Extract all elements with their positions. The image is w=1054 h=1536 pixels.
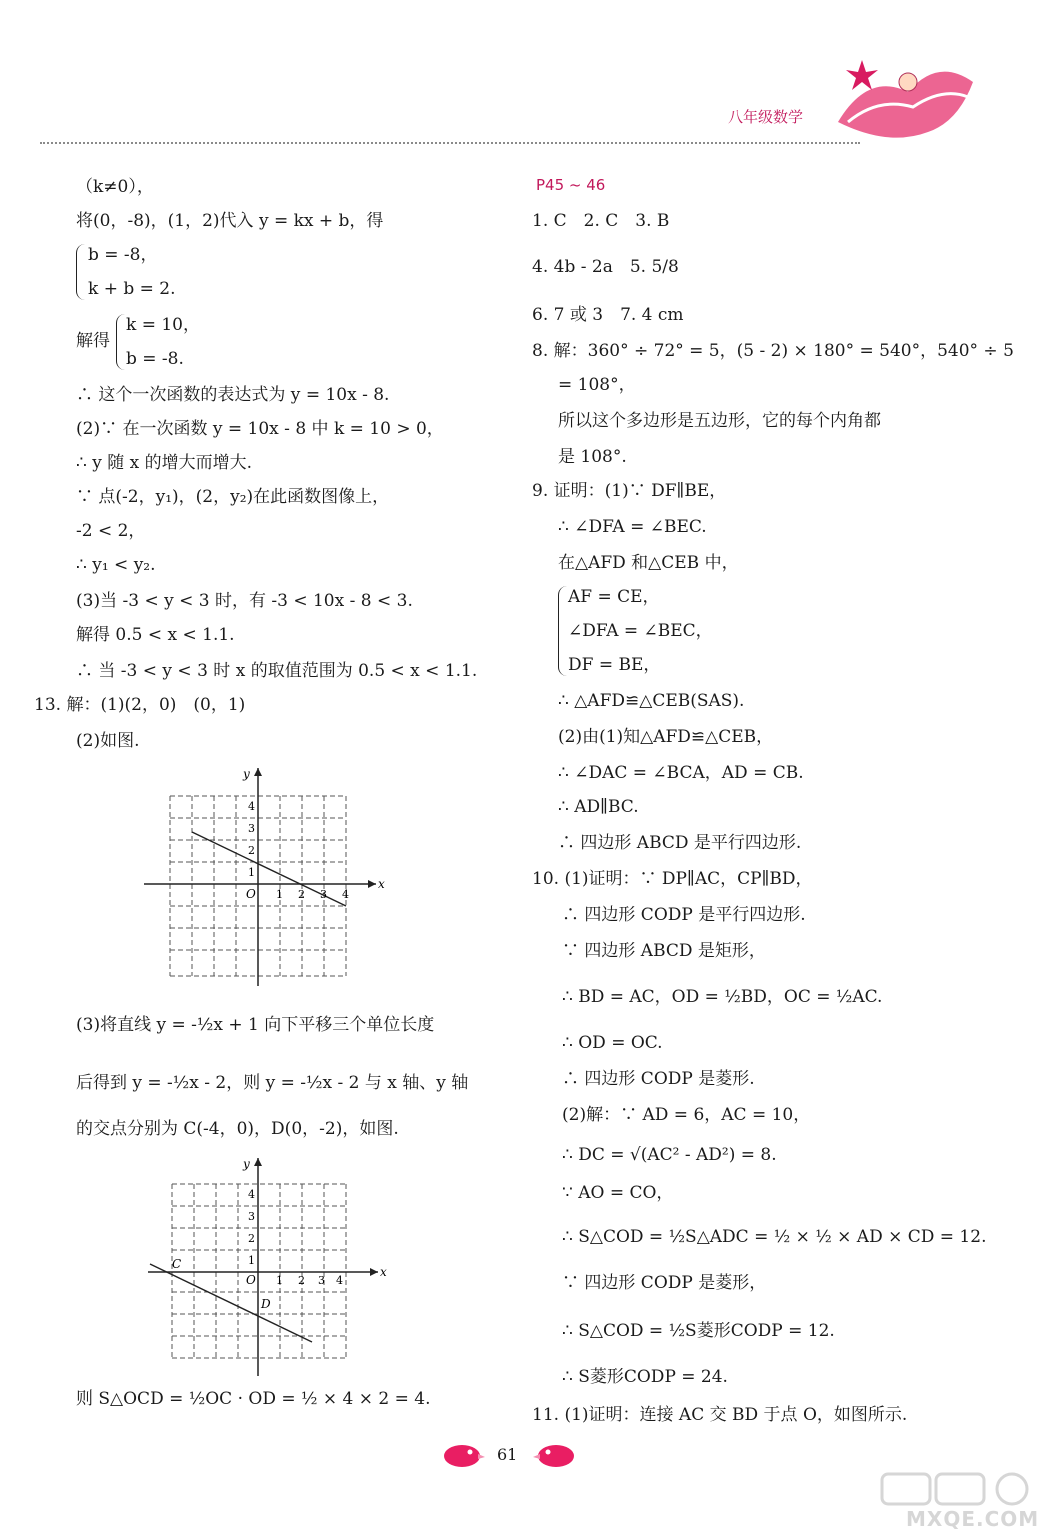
answer-line: ∴ S△COD = ½S△ADC = ½ × ½ × AD × CD = 12. xyxy=(562,1227,987,1247)
equation-brace xyxy=(76,244,85,300)
answer-line: 将(0，-8)，(1，2)代入 y = kx + b，得 xyxy=(76,211,384,231)
header-divider xyxy=(40,142,860,144)
equation-line: k + b = 2. xyxy=(88,279,176,299)
equation-line: k = 10， xyxy=(126,315,200,335)
answer-line: ∴ ∠DFA = ∠BEC. xyxy=(558,517,707,537)
y-axis-label: y xyxy=(243,767,250,781)
answer-line: (2)如图. xyxy=(76,731,140,751)
dashed-grid xyxy=(172,1184,346,1358)
answer-line: ∵ AO = CO， xyxy=(562,1183,674,1203)
page-number: 61 xyxy=(497,1445,518,1464)
answer-line: 6. 7 或 3 7. 4 cm xyxy=(532,305,684,325)
answer-line: ∴ 这个一次函数的表达式为 y = 10x - 8. xyxy=(76,385,390,405)
answer-line: = 108°， xyxy=(558,375,636,395)
x-axis-arrow-icon xyxy=(368,880,376,888)
y-tick-label: 1 xyxy=(248,866,255,879)
line-y-neg-half-x-minus-2 xyxy=(150,1264,312,1342)
x-tick-label: 1 xyxy=(276,888,283,901)
y-axis-arrow-icon xyxy=(254,768,262,776)
answer-line: ∴ y 随 x 的增大而增大. xyxy=(76,453,253,473)
answer-line: 8. 解：360° ÷ 72° = 5，(5 - 2) × 180° = 540°，540° ÷ 5 xyxy=(532,341,1014,361)
watermark-logo xyxy=(880,1470,1040,1510)
answer-line: 在△AFD 和△CEB 中， xyxy=(558,553,739,573)
answer-line: 所以这个多边形是五边形，它的每个内角都 xyxy=(558,411,881,431)
coordinate-graph-2 xyxy=(140,1152,400,1382)
equation-line: b = -8， xyxy=(88,245,158,265)
answer-line: ∴ 四边形 ABCD 是平行四边形. xyxy=(558,833,802,853)
equation-line: ∠DFA = ∠BEC， xyxy=(568,621,713,641)
answer-line: 的交点分别为 C(-4，0)，D(0，-2)，如图. xyxy=(76,1119,399,1139)
x-axis-arrow-icon xyxy=(370,1268,378,1276)
y-tick-label: 2 xyxy=(248,844,255,857)
answer-line: 是 108°. xyxy=(558,447,627,467)
answer-line: ∴ S△COD = ½S菱形CODP = 12. xyxy=(562,1321,835,1341)
y-axis-label: y xyxy=(243,1157,250,1171)
answer-line: ∴ AD∥BC. xyxy=(558,797,639,817)
header-title: 八年级数学 xyxy=(728,108,804,126)
answer-line: 解得 0.5 < x < 1.1. xyxy=(76,625,235,645)
answer-line: ∴ △AFD≌△CEB(SAS). xyxy=(558,691,745,711)
answer-line: -2 < 2， xyxy=(76,521,146,541)
point-c-label: C xyxy=(172,1257,182,1271)
y-tick-label: 2 xyxy=(248,1232,255,1245)
y-tick-label: 3 xyxy=(248,822,255,835)
origin-label: O xyxy=(246,887,256,901)
y-tick-label: 4 xyxy=(248,1188,255,1201)
answer-line: ∵ 四边形 ABCD 是矩形， xyxy=(562,941,766,961)
answer-line: ∴ S菱形CODP = 24. xyxy=(562,1367,728,1387)
answer-line: ∴ DC = √(AC² - AD²) = 8. xyxy=(562,1145,777,1165)
answer-line: ∴ 当 -3 < y < 3 时 x 的取值范围为 0.5 < x < 1.1. xyxy=(76,661,478,681)
answer-line: ∵ 点(-2，y₁)，(2，y₂)在此函数图像上， xyxy=(76,487,390,507)
answer-line: (2)由(1)知△AFD≌△CEB， xyxy=(558,727,774,747)
answer-line: ∴ ∠DAC = ∠BCA，AD = CB. xyxy=(558,763,804,783)
answer-line: 9. 证明：(1)∵ DF∥BE， xyxy=(532,481,727,501)
bird-icon xyxy=(532,1440,578,1470)
y-tick-label: 3 xyxy=(248,1210,255,1223)
cartoon-wave-decoration xyxy=(828,52,978,142)
x-axis-label: x xyxy=(380,1265,387,1279)
answer-line: 则 S△OCD = ½OC · OD = ½ × 4 × 2 = 4. xyxy=(76,1389,431,1409)
x-tick-label: 3 xyxy=(318,1274,325,1287)
x-tick-label: 2 xyxy=(298,1274,305,1287)
equation-brace xyxy=(116,314,125,370)
answer-line: (2)解：∵ AD = 6，AC = 10， xyxy=(562,1105,811,1125)
answer-line: ∴ 四边形 CODP 是菱形. xyxy=(562,1069,755,1089)
question-13-heading: 13. 解：(1)(2，0) (0，1) xyxy=(34,695,246,715)
answer-line: 11. (1)证明：连接 AC 交 BD 于点 O，如图所示. xyxy=(532,1405,908,1425)
section-heading: P45 ~ 46 xyxy=(536,176,606,194)
answer-line: (3)当 -3 < y < 3 时，有 -3 < 10x - 8 < 3. xyxy=(76,591,413,611)
origin-label: O xyxy=(246,1273,256,1287)
equation-line: b = -8. xyxy=(126,349,184,369)
x-tick-label: 2 xyxy=(298,888,305,901)
answer-line: ∴ OD = OC. xyxy=(562,1033,663,1053)
answer-line: 后得到 y = -½x - 2，则 y = -½x - 2 与 x 轴、y 轴 xyxy=(76,1073,469,1093)
answer-line: (3)将直线 y = -½x + 1 向下平移三个单位长度 xyxy=(76,1015,435,1035)
answer-line: 10. (1)证明：∵ DP∥AC，CP∥BD， xyxy=(532,869,813,889)
equation-brace xyxy=(558,586,567,676)
y-tick-label: 4 xyxy=(248,800,255,813)
answer-line: （k≠0）， xyxy=(76,177,154,197)
answer-line: ∵ 四边形 CODP 是菱形， xyxy=(562,1273,767,1293)
answer-line: 4. 4b - 2a 5. 5/8 xyxy=(532,257,679,277)
point-d-label: D xyxy=(261,1297,271,1311)
x-tick-label: 1 xyxy=(276,1274,283,1287)
x-tick-label: 3 xyxy=(320,888,327,901)
x-tick-label: 4 xyxy=(336,1274,343,1287)
answer-line: ∴ BD = AC，OD = ½BD，OC = ½AC. xyxy=(562,987,883,1007)
equation-line: AF = CE， xyxy=(568,587,660,607)
answer-line: 解得 xyxy=(76,331,110,351)
answer-line: ∴ 四边形 CODP 是平行四边形. xyxy=(562,905,806,925)
x-tick-label: 4 xyxy=(342,888,349,901)
equation-line: DF = BE， xyxy=(568,655,661,675)
watermark-url: MXQE.COM xyxy=(906,1507,1040,1531)
answer-line: (2)∵ 在一次函数 y = 10x - 8 中 k = 10 > 0， xyxy=(76,419,444,439)
x-axis-label: x xyxy=(378,877,385,891)
coordinate-graph-1 xyxy=(140,760,400,990)
y-axis-arrow-icon xyxy=(254,1158,262,1166)
answer-line: 1. C 2. C 3. B xyxy=(532,211,670,231)
answer-line: ∴ y₁ < y₂. xyxy=(76,555,156,575)
bird-icon xyxy=(440,1440,486,1470)
y-tick-label: 1 xyxy=(248,1254,255,1267)
